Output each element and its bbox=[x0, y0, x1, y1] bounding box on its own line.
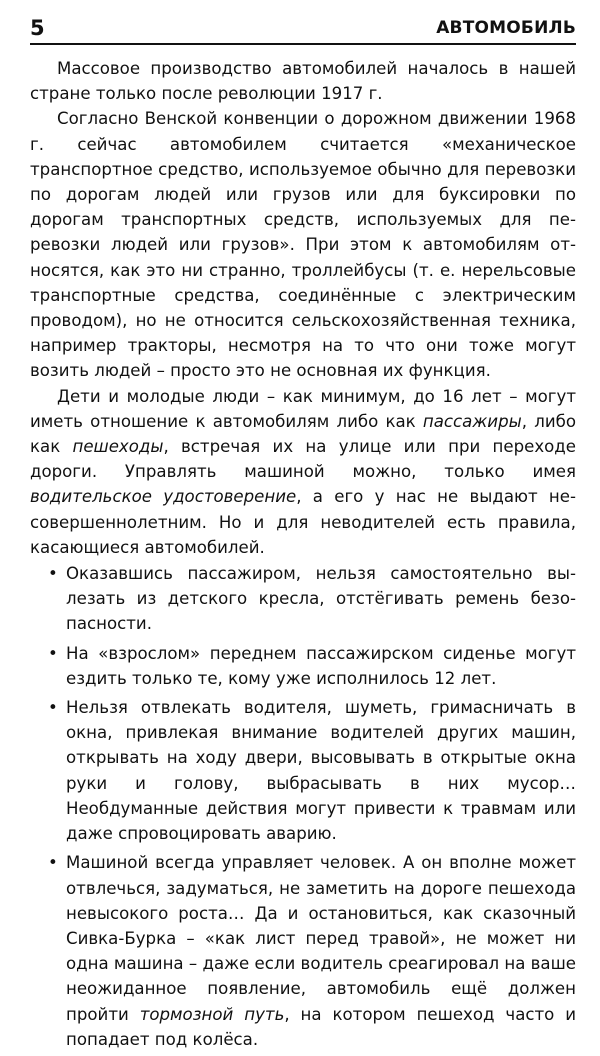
page-header bbox=[30, 10, 576, 40]
body-text bbox=[30, 56, 576, 1056]
header-rule bbox=[30, 43, 576, 45]
rule-child-seat: • Оказавшись пассажиром, нельзя самостоятельно вылезать из детского кресла, отстёгивать ремень безопасности. bbox=[66, 561, 576, 637]
term-drivers-license: водительское удостоверение bbox=[30, 487, 297, 507]
paragraph-vienna-convention: Согласно Венской конвенции о дорожном движении 1968 г. сейчас автомобилем считается «механическое транспортное средство, используемое обычно для перевозки по дорогам людей или грузов или для буксировки по дорогам транспортных средств, используемых для перевозки людей или грузов». При этом к автомобилям относятся, как это ни странно, троллейбусы (т. е. нерельсовые транспортные средства, соединённые с электрическим проводом), но не относится сельскохозяйственная техника, например тракторы, несмотря на то что они тоже могут возить людей – просто это не основная их функция. bbox=[30, 109, 576, 381]
rule-front-seat: • На «взрослом» переднем пассажирском сиденье могут ездить только те, кому уже исполнилось 12 лет. bbox=[66, 641, 576, 691]
paragraph-text: , либо как bbox=[30, 411, 576, 457]
term-passengers: пассажиры bbox=[422, 411, 522, 431]
paragraph-text: , встречая их на улице или при переходе дороги. Управлять машиной можно, только имея bbox=[30, 437, 576, 482]
rule-braking-distance bbox=[66, 850, 576, 1052]
rule-no-distraction: • Нельзя отвлекать водителя, шуметь, гримасничать в окна, привлекая внимание водителей других машин, открывать на ходу двери, высовывать в открытые окна руки и голову, выбрасывать в них мусор… Необдуманные действия могут привести к травмам или даже спровоцировать аварию. bbox=[66, 695, 576, 846]
term-braking-distance: тормозной путь bbox=[139, 1004, 285, 1024]
paragraph-text: , а его у нас не выдают несовершеннолетним. Но и для неводителей есть правила, касающиеся автомобилей. bbox=[30, 487, 576, 557]
page-number: 5 bbox=[30, 16, 45, 40]
list-item-text: , на котором пешеход часто и попадает под колёса. bbox=[66, 1004, 576, 1049]
paragraph-children bbox=[30, 384, 576, 560]
paragraph-text: Дети и молодые люди – как минимум, до 16 лет – могут иметь отношение к автомобилям либо как bbox=[30, 386, 576, 431]
running-title: АВТОМОБИЛЬ bbox=[436, 18, 576, 38]
term-pedestrians: пешеходы bbox=[72, 437, 164, 457]
list-item-text: Машиной всегда управляет человек. А он вполне может отвлечься, задуматься, не заметить на дороге пешехода невысокого роста… Да и остановиться, как сказочный Сивка-Бурка – «как лист перед травой», не может ни одна машина – даже если водитель среагировал на ваше неожиданное появление, автомобиль ещё должен пройти bbox=[66, 853, 576, 1024]
rules-list bbox=[30, 561, 576, 1052]
paragraph-history: Массовое производство автомобилей началось в нашей стране только после революции 1917 г. bbox=[30, 59, 576, 104]
